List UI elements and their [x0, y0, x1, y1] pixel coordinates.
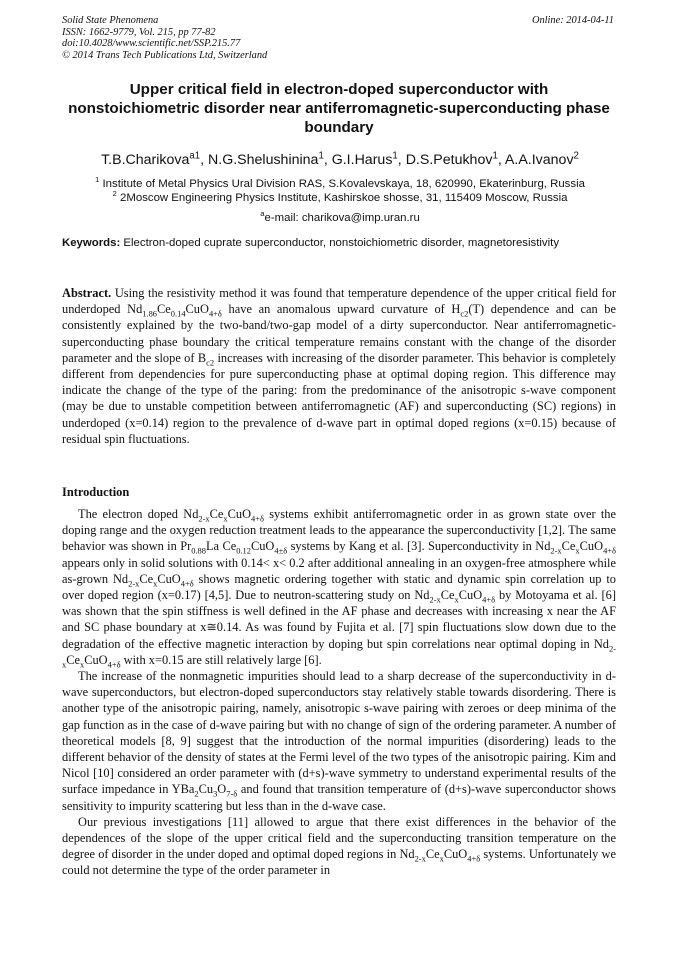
- paragraph: The electron doped $Nd_{2-x}Ce_xCuO_{4+\delta}$ systems exhibit antiferromagnetic order in as grown state over the doping range and the oxygen reduction treatment leads to the appearance the superconductivity [1,2]. The same behavior was shown in $Pr_{0.88}La$ $Ce_{0.12}CuO_{4\pm\delta}$ systems by Kang et al. [3]. Superconductivity in $Nd_{2-x}Ce_xCuO_{4+\delta}$ appears only in solid solutions with 0.14< x< 0.2 after additional annealing in an oxygen-free atmosphere while as-grown $Nd_{2-x}Ce_xCuO_{4+\delta}$ shows magnetic ordering together with static and dynamic spin correlation up to over doped region (x=0.17) [4,5]. Due to neutron-scattering study on $Nd_{2-x}Ce_xCuO_{4+\delta}$ by Motoyama et al. [6] was shown that the spin stiffness is well defined in the AF phase and decreases with increasing x near the AF and SC phase boundary at x≅0.14. As was found by Fujita et al. [7] spin fluctuations slow down due to the degradation of the effective magnetic interaction by doping but spin correlations near optimal doping in $Nd_{2-x}Ce_xCuO_{4+\delta}$ with x=0.15 are still relatively large [6].: [62, 507, 616, 670]
- affiliation-1: [40, 175, 640, 190]
- online-date: Online: 2014-04-11: [531, 15, 614, 26]
- affiliation-text: 2Moscow Engineering Physics Institute, Kashirskoe shosse, 31, 115409 Moscow, Russia: [120, 192, 568, 204]
- paragraph: The increase of the nonmagnetic impurities should lead to a sharp decrease of the superconductivity in d-wave superconductors, but electron-doped superconductors stay relatively stable towards disordering. There is another type of the anisotropic pairing, namely, anisotropic s-wave pairing with zeroes or deep minima of the gap function as in the case of d-wave pairing but with no change of sign of the ordering parameter. A number of theoretical models [8, 9] suggest that the introduction of the normal impurities (disordering) leads to the different behavior of the density of states at the Fermi level of the two types of the anisotropic pairing. Kim and Nicol [10] considered an order parameter with (d+s)-wave symmetry to understand experimental results of the surface impedance in $YBa_2Cu_3O_{7-\delta}$ and found that transition temperature of (d+s)-wave superconductor shows sensitivity to impurity scattering but less than in the d-wave case.: [62, 669, 616, 813]
- author-mark: 1: [318, 150, 324, 162]
- author-mark: 2: [573, 150, 579, 162]
- section-heading: Introduction: [62, 485, 130, 499]
- affiliation-mark: 2: [112, 189, 117, 199]
- paragraph: Our previous investigations [11] allowed to argue that there exist differences in the behavior of the dependences of the slope of the upper critical field and the superconducting transition temperature on the degree of disorder in the under doped and optimal doped regions in $Nd_{2-x}Ce_xCuO_{4+\delta}$ systems. Unfortunately we could not determine the type of the order parameter in: [62, 814, 616, 878]
- author-name: D.S.Petukhov: [405, 152, 493, 168]
- author-name: A.A.Ivanov: [504, 152, 574, 168]
- keywords-text: Electron-doped cuprate superconductor, nonstoichiometric disorder, magnetoresistivity: [123, 237, 560, 249]
- author-mark: 1: [392, 150, 398, 162]
- email-text: e-mail: charikova@imp.uran.ru: [264, 212, 420, 224]
- copyright-line: © 2014 Trans Tech Publications Ltd, Switzerland: [62, 49, 268, 61]
- author-name: N.G.Shelushinina: [208, 152, 319, 168]
- author-name: G.I.Harus: [331, 152, 393, 168]
- abstract: Abstract. Using the resistivity method it was found that temperature dependence of the upper critical field for underdoped $Nd_{1.86}Ce_{0.14}CuO_{4+\delta}$ have an anomalous upward curvature of $H_{c2}(T)$ dependence and can be consistently explained by the two-band/two-gap model of a dirty superconductor. Near antiferromagnetic-superconducting phase boundary the critical temperature remains constant with the change of the disorder parameter and the slope of $B_{c2}$ increases with increasing of the disorder parameter. This behavior is completely different from dependencies for pure superconducting phase at optimal doping region. This difference may indicate the change of the type of the paring: from the predominance of the anisotropic s-wave component (may be due to unstable competition between antiferromagnetic (AF) and superconducting (SC) regions) in underdoped (x=0.14) region to the prevalence of d-wave part in optimal doped regions (x=0.15) because of residual spin fluctuations.: [62, 286, 616, 446]
- keywords-label: Keywords:: [62, 237, 121, 249]
- email-mark: a: [260, 209, 265, 219]
- affiliation-mark: 1: [95, 175, 100, 185]
- paper-title: Upper critical field in electron-doped superconductor with nonstoichiometric disorder near antiferromagnetic-superconducting phase boundary: [68, 81, 610, 136]
- email-line: [40, 209, 640, 224]
- affiliation-2: [40, 189, 640, 204]
- affiliation-text: Institute of Metal Physics Ural Division RAS, S.Kovalevskaya, 18, 620990, Ekaterinburg, Russia: [102, 178, 585, 190]
- issn-line: ISSN: 1662-9779, Vol. 215, pp 77-82: [62, 26, 216, 38]
- author-list: T.B.Charikova$^{a1}$, N.G.Shelushinina$^1$, G.I.Harus$^1$, D.S.Petukhov$^1$, A.A.Ivanov$^2$: [101, 150, 579, 168]
- abstract-label: Abstract.: [62, 286, 112, 300]
- introduction-text: [62, 506, 616, 879]
- author-mark: 1: [492, 150, 498, 162]
- journal-name: Solid State Phenomena: [62, 15, 159, 26]
- author-mark: a1: [189, 150, 201, 162]
- doi-line: doi:10.4028/www.scientific.net/SSP.215.77: [62, 38, 241, 50]
- author-name: T.B.Charikova: [101, 152, 190, 168]
- keywords: [62, 236, 616, 250]
- journal-header: [62, 15, 267, 61]
